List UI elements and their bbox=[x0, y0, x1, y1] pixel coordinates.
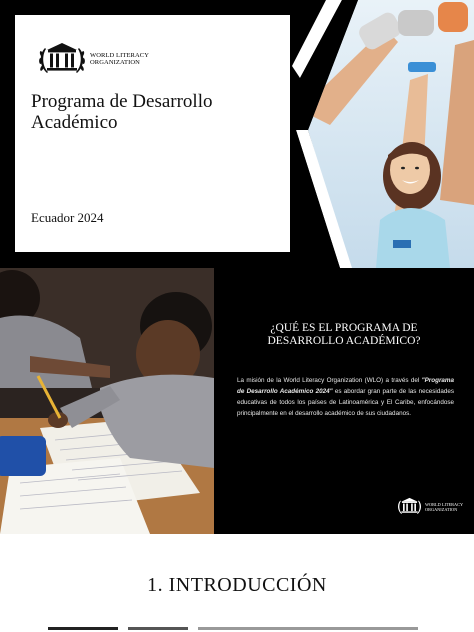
introduction-section bbox=[0, 534, 474, 632]
small-org-line1: WORLD LITERACY bbox=[425, 501, 464, 507]
introduction-heading: 1. INTRODUCCIÓN bbox=[147, 574, 327, 596]
small-org-line2: ORGANIZATION bbox=[425, 506, 458, 512]
body-prefix: La misión de la World Literacy Organization (WLO) a través del bbox=[237, 377, 422, 384]
cropped-text-line bbox=[48, 626, 428, 630]
organization-logo-small bbox=[396, 497, 463, 516]
organization-name-small bbox=[425, 502, 463, 512]
program-info-body bbox=[237, 375, 454, 419]
program-info-heading: ¿QUÉ ES EL PROGRAMA DE DESARROLLO ACADÉMICO? bbox=[267, 322, 421, 347]
organization-logo bbox=[37, 42, 149, 76]
program-name-emphasis: "Programa de Desarrollo Académico 2024" bbox=[237, 377, 454, 395]
organization-name bbox=[90, 52, 149, 66]
laurel-temple-icon-small bbox=[396, 497, 423, 516]
body-suffix: es abordar gran parte de las necesidades educativas de todos los países de Latinoamérica y El Caribe, enfocándose principalmente en el desarrollo académico de sus ciudadanos. bbox=[237, 388, 454, 417]
cover-card bbox=[15, 15, 290, 252]
laurel-temple-icon bbox=[37, 42, 87, 76]
org-name-line2: ORGANIZATION bbox=[90, 59, 140, 66]
volunteer-photo bbox=[290, 0, 474, 268]
org-name-line1: WORLD LITERACY bbox=[90, 52, 149, 59]
document-subtitle: Ecuador 2024 bbox=[31, 210, 104, 225]
students-photo bbox=[0, 268, 214, 534]
program-info-panel bbox=[214, 268, 474, 534]
document-title: Programa de Desarrollo Académico bbox=[31, 91, 213, 133]
